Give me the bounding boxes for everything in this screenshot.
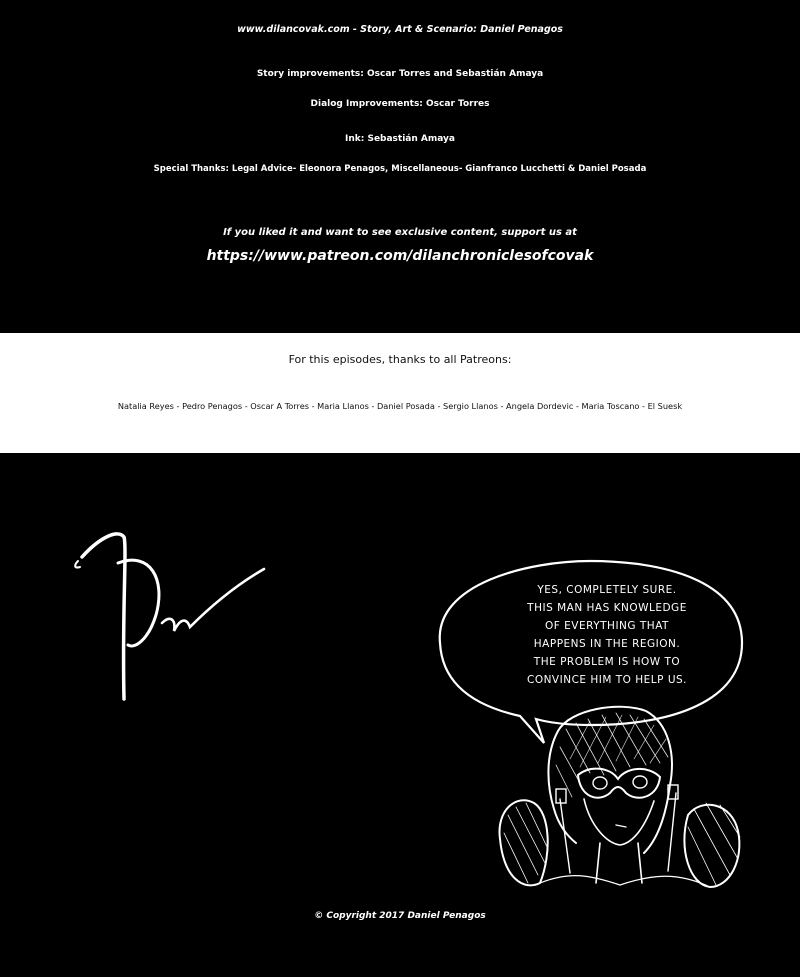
comic-section <box>0 453 800 977</box>
speech-line: THIS MAN HAS KNOWLEDGE <box>527 602 687 614</box>
speech-line: OF EVERYTHING THAT <box>545 620 669 632</box>
patreon-link[interactable]: https://www.patreon.com/dilanchroniclesofcovak <box>206 248 594 264</box>
patreons-heading: For this episodes, thanks to all Patreons: <box>288 353 512 366</box>
speech-bubble-text <box>462 581 752 689</box>
speech-line: CONVINCE HIM TO HELP US. <box>526 674 688 686</box>
website-credit-line: www.dilancovak.com - Story, Art & Scenario: Daniel Penagos <box>237 24 563 35</box>
speech-line: YES, COMPLETELY SURE. <box>537 584 677 596</box>
story-improvements-credit: Story improvements: Oscar Torres and Sebastián Amaya <box>256 69 544 79</box>
copyright-text: © Copyright 2017 Daniel Penagos <box>314 911 486 921</box>
speech-line: THE PROBLEM IS HOW TO <box>533 656 681 668</box>
signature-logo <box>70 523 280 703</box>
patreons-names: Natalia Reyes - Pedro Penagos - Oscar A Torres - Maria Llanos - Daniel Posada - Sergio Llanos - Angela Dordevic - Maria Toscano - El Suesk <box>117 401 683 411</box>
support-text: If you liked it and want to see exclusive content, support us at <box>223 227 577 238</box>
dialog-improvements-credit: Dialog Improvements: Oscar Torres <box>310 99 490 109</box>
speech-line: HAPPENS IN THE REGION. <box>533 638 681 650</box>
special-thanks-credit: Special Thanks: Legal Advice- Eleonora Penagos, Miscellaneous- Gianfranco Lucchetti & Daniel Posada <box>153 164 647 174</box>
ink-credit: Ink: Sebastián Amaya <box>344 134 455 144</box>
patreons-section <box>0 333 800 453</box>
credits-section <box>0 0 800 333</box>
